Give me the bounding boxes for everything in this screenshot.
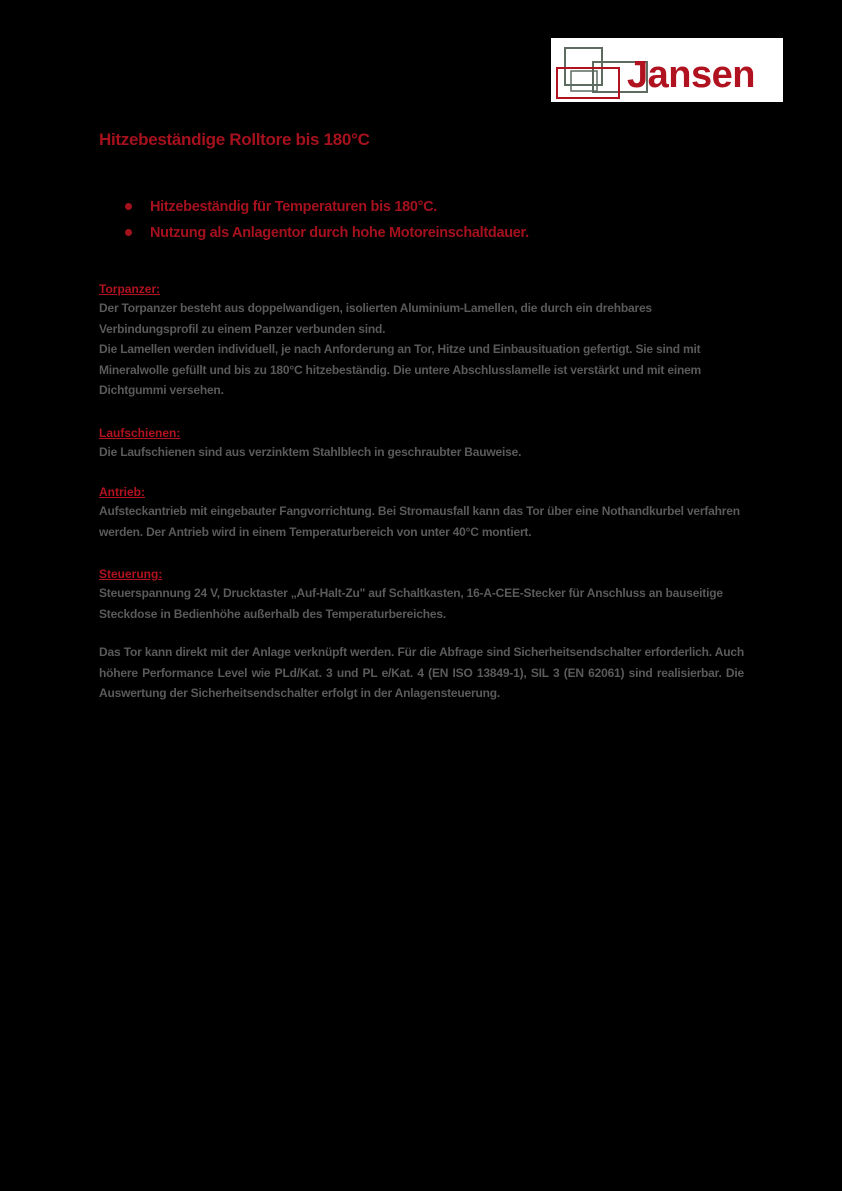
section-laufschienen [99,424,744,463]
highlight-text: Hitzebeständig für Temperaturen bis 180°C. [150,199,438,215]
highlight-item [122,220,529,246]
bullet-icon [125,203,132,210]
section-paragraph: Der Torpanzer besteht aus doppelwandigen, isolierten Aluminium-Lamellen, die durch ein drehbares Verbindungsprofil zu einem Panzer verbunden sind. [99,301,652,336]
section-antrieb [99,483,744,542]
section-heading: Antrieb: [99,485,145,499]
bullet-icon [125,229,132,236]
section-paragraph: Die Laufschienen sind aus verzinktem Stahlblech in geschraubter Bauweise. [99,445,522,459]
jansen-logo [551,38,783,102]
section-heading: Torpanzer: [99,282,161,296]
highlight-list [122,194,529,246]
section-anlage [99,642,744,704]
highlight-text: Nutzung als Anlagentor durch hohe Motoreinschaltdauer. [150,225,529,241]
logo-wordmark: Jansen [627,54,755,96]
section-heading: Steuerung: [99,567,163,581]
section-torpanzer [99,280,744,401]
section-paragraph: Steuerspannung 24 V, Drucktaster „Auf-Halt-Zu" auf Schaltkasten, 16-A-CEE-Stecker für Anschluss an bauseitige Steckdose in Bedienhöhe außerhalb des Temperaturbereiches. [99,586,723,621]
section-heading: Laufschienen: [99,426,181,440]
section-paragraph: Das Tor kann direkt mit der Anlage verknüpft werden. Für die Abfrage sind Sicherheitsendschalter erforderlich. Auch höhere Performance Level wie PLd/Kat. 3 und PL e/Kat. 4 (EN ISO 13849-1), SIL 3 (EN 62061) sind realisierbar. Die Auswertung der Sicherheitsendschalter erfolgt in der Anlagensteuerung. [99,645,744,700]
page-title: Hitzebeständige Rolltore bis 180°C [99,130,370,149]
section-paragraph: Aufsteckantrieb mit eingebauter Fangvorrichtung. Bei Stromausfall kann das Tor über eine Nothandkurbel verfahren werden. Der Antrieb wird in einem Temperaturbereich von unter 40°C montiert. [99,504,740,539]
section-steuerung [99,565,744,624]
section-paragraph: Die Lamellen werden individuell, je nach Anforderung an Tor, Hitze und Einbausituation gefertigt. Sie sind mit Mineralwolle gefüllt und bis zu 180°C hitzebeständig. Die untere Abschlusslamelle ist verstärkt und mit einem Dichtgummi versehen. [99,342,702,397]
highlight-item [122,194,529,220]
